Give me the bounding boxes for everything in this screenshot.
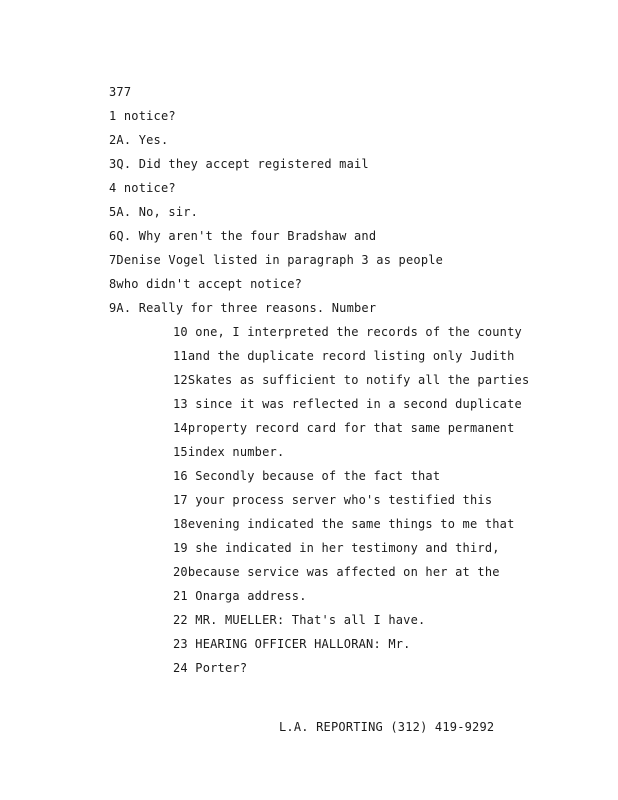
transcript-line-7: 7Denise Vogel listed in paragraph 3 as people (109, 253, 444, 267)
transcript-line-13: 13 since it was reflected in a second duplicate (173, 397, 522, 411)
transcript-line-21: 21 Onarga address. (173, 589, 307, 603)
transcript-line-18: 18evening indicated the same things to me that (173, 517, 515, 531)
transcript-line-17: 17 your process server who's testified this (173, 493, 493, 507)
transcript-line-8: 8who didn't accept notice? (109, 277, 303, 291)
transcript-line-11: 11and the duplicate record listing only Judith (173, 349, 515, 363)
transcript-line-23: 23 HEARING OFFICER HALLORAN: Mr. (173, 637, 411, 651)
transcript-line-19: 19 she indicated in her testimony and third, (173, 541, 500, 555)
transcript-line-22: 22 MR. MUELLER: That's all I have. (173, 613, 426, 627)
transcript-line-16: 16 Secondly because of the fact that (173, 469, 441, 483)
transcript-line-14: 14property record card for that same permanent (173, 421, 515, 435)
transcript-line-6: 6Q. Why aren't the four Bradshaw and (109, 229, 377, 243)
page-number: 377 (109, 85, 132, 99)
transcript-line-3: 3Q. Did they accept registered mail (109, 157, 369, 171)
reporter-footer: L.A. REPORTING (312) 419-9292 (279, 720, 495, 734)
transcript-line-5: 5A. No, sir. (109, 205, 199, 219)
transcript-line-20: 20because service was affected on her at the (173, 565, 500, 579)
transcript-line-9: 9A. Really for three reasons. Number (109, 301, 377, 315)
transcript-line-24: 24 Porter? (173, 661, 248, 675)
transcript-line-10: 10 one, I interpreted the records of the county (173, 325, 522, 339)
transcript-line-12: 12Skates as sufficient to notify all the parties (173, 373, 530, 387)
transcript-line-1: 1 notice? (109, 109, 176, 123)
transcript-line-15: 15index number. (173, 445, 285, 459)
transcript-line-4: 4 notice? (109, 181, 176, 195)
transcript-line-2: 2A. Yes. (109, 133, 169, 147)
